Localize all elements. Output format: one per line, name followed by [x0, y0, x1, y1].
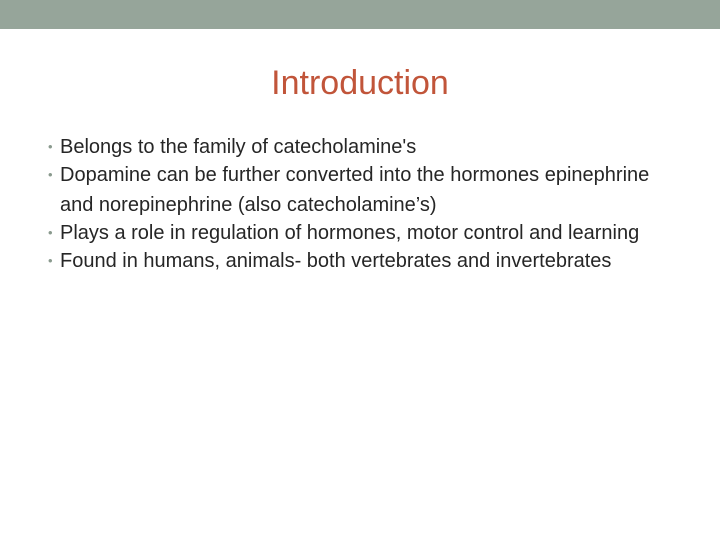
bullet-item: [48, 160, 680, 220]
bullet-item: [48, 246, 680, 276]
top-accent-band: [0, 0, 720, 29]
bullet-text: Found in humans, animals- both vertebrates and invertebrates: [60, 250, 612, 272]
slide-title: Introduction: [271, 64, 449, 102]
bullet-text: Dopamine can be further converted into the hormones epinephrine and norepinephrine (also catecholamine’s): [60, 164, 650, 216]
bullet-dot-icon: •: [48, 253, 53, 268]
bullet-text: Belongs to the family of catecholamine's: [60, 136, 417, 158]
bullet-dot-icon: •: [48, 139, 53, 154]
bullet-list: [48, 132, 680, 274]
bullet-item: [48, 132, 680, 162]
bullet-dot-icon: •: [48, 225, 53, 240]
bullet-text: Plays a role in regulation of hormones, motor control and learning: [60, 222, 640, 244]
bullet-item: [48, 218, 680, 248]
bullet-dot-icon: •: [48, 167, 53, 182]
